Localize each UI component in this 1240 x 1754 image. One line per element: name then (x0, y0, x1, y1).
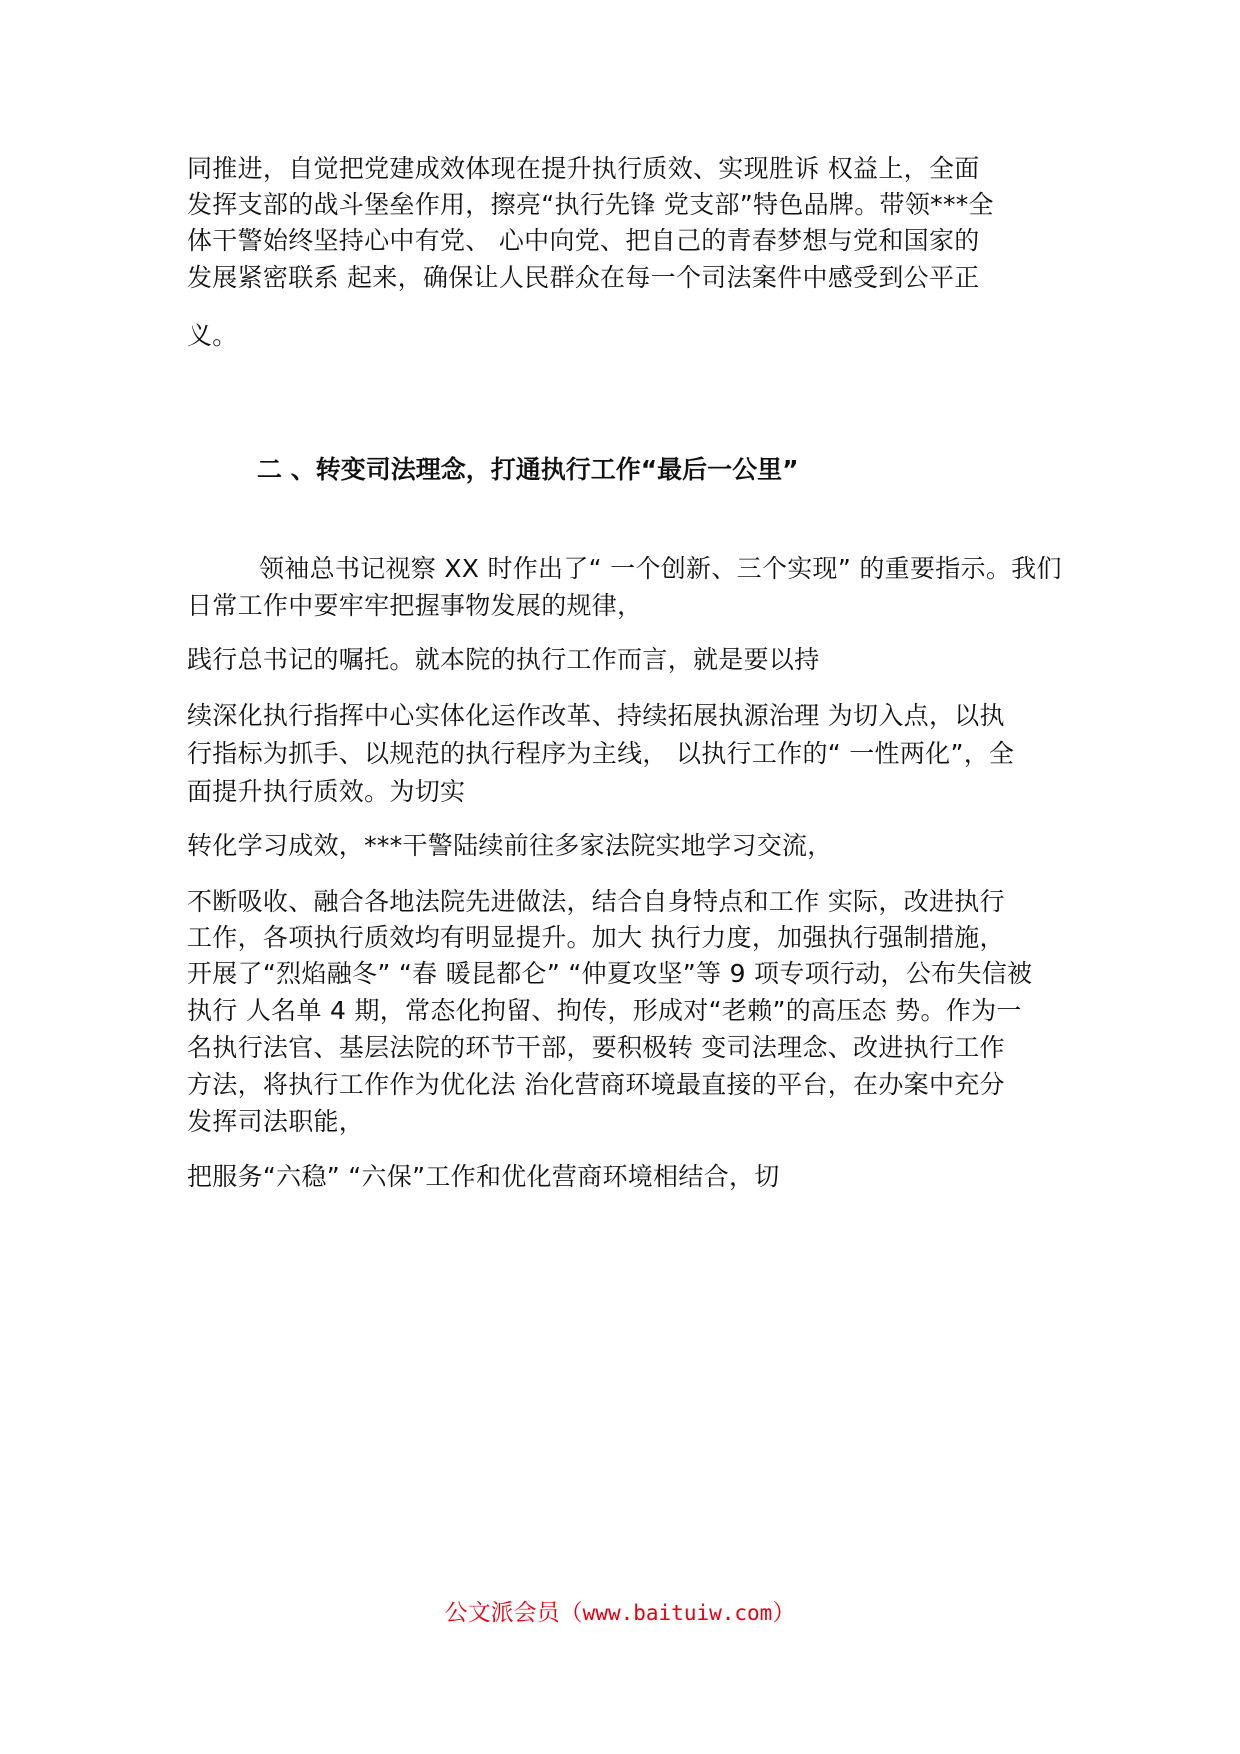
footer-close: ） (772, 1600, 796, 1626)
text-line: 体干警始终坚持心中有党、 心中向党、把自己的青春梦想与党和国家的 (187, 226, 980, 255)
text-line: 义。 (187, 321, 238, 350)
text-line: 名执行法官、基层法院的环节干部，要积极转 变司法理念、改进执行工作 (187, 1033, 1005, 1062)
text-line: 转化学习成效，***干警陆续前往多家法院实地学习交流， (187, 831, 833, 860)
text-line: 日常工作中要牢牢把握事物发展的规律， (187, 591, 643, 620)
text-line: 方法，将执行工作作为优化法 治化营商环境最直接的平台，在办案中充分 (187, 1070, 1005, 1099)
text-line: 践行总书记的嘱托。就本院的执行工作而言，就是要以持 (187, 645, 820, 674)
footer-member-link[interactable] (0, 1597, 1240, 1629)
text-line: 发展紧密联系 起来，确保让人民群众在每一个司法案件中感受到公平正 (187, 263, 980, 292)
text-line: 执行 人名单 4 期，常态化拘留、拘传，形成对“老赖”的高压态 势。作为一 (187, 996, 1022, 1025)
text-line: 面提升执行质效。为切实 (187, 777, 466, 806)
text-line: 把服务“六稳” “六保”工作和优化营商环境相结合，切 (187, 1162, 780, 1191)
text-line: 同推进，自觉把党建成效体现在提升执行质效、实现胜诉 权益上，全面 (187, 154, 980, 183)
text-line: 工作，各项执行质效均有明显提升。加大 执行力度，加强执行强制措施， (187, 923, 1005, 952)
text-line: 发挥司法职能， (187, 1107, 365, 1136)
text-line: 开展了“烈焰融冬” “春 暖昆都仑” “仲夏攻坚”等 9 项专项行动，公布失信被 (187, 959, 1033, 988)
footer-label: 公文派会员（ (444, 1600, 583, 1626)
text-line: 发挥支部的战斗堡垒作用，擦亮“执行先锋 党支部”特色品牌。带领***全 (187, 190, 994, 219)
text-line: 领袖总书记视察 XX 时作出了“ 一个创新、三个实现” 的重要指示。我们 (259, 554, 1062, 583)
text-line: 行指标为抓手、以规范的执行程序为主线， 以执行工作的“ 一性两化”，全 (187, 739, 1015, 768)
footer-url[interactable]: www.baituiw.com (582, 1601, 773, 1625)
section-heading: 二 、转变司法理念，打通执行工作“最后一公里” (257, 455, 799, 484)
text-line: 续深化执行指挥中心实体化运作改革、持续拓展执源治理 为切入点，以执 (187, 701, 1005, 730)
text-line: 不断吸收、融合各地法院先进做法，结合自身特点和工作 实际，改进执行 (187, 887, 1005, 916)
